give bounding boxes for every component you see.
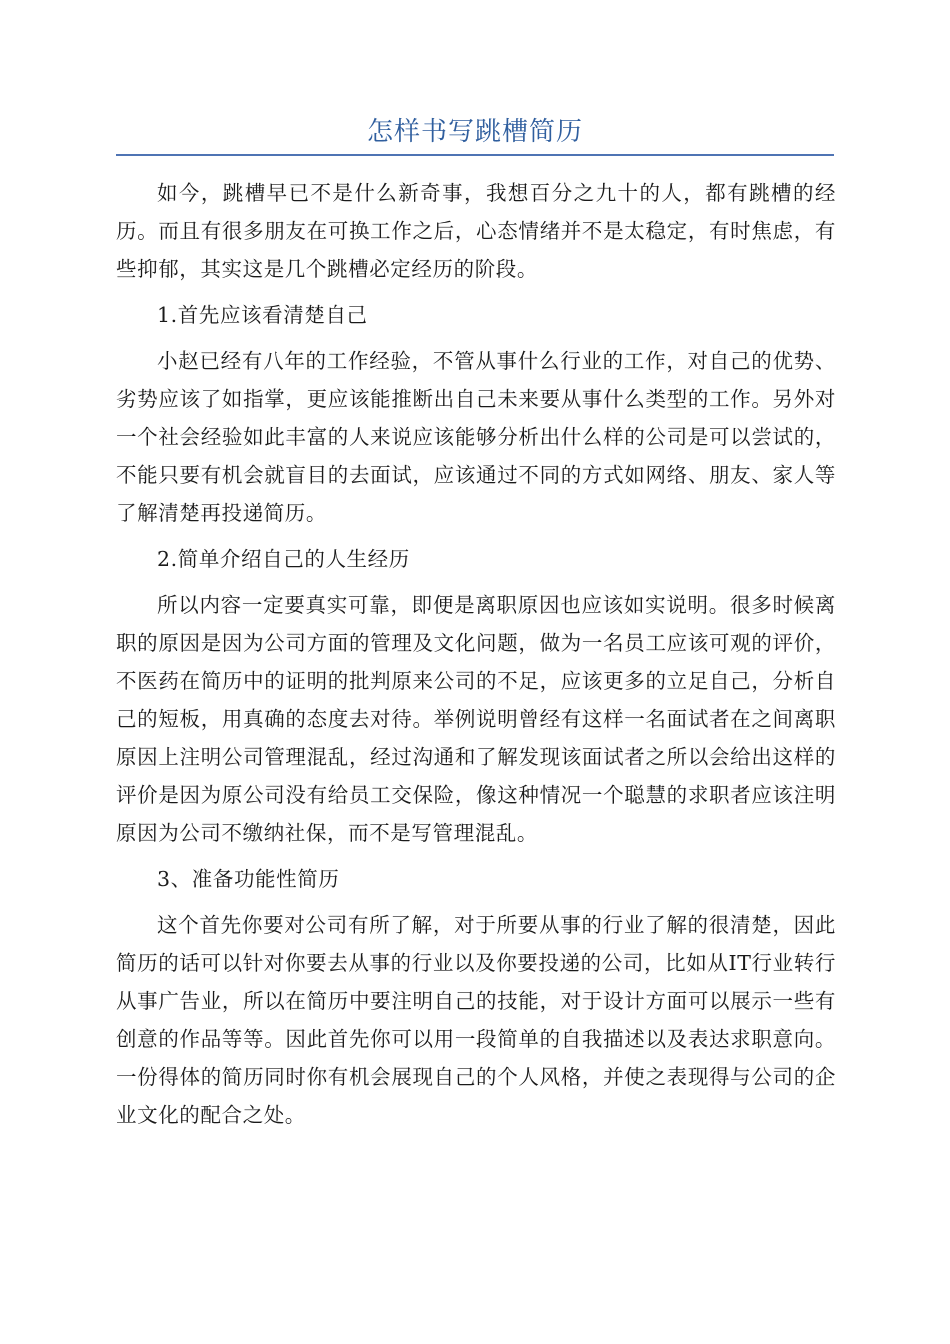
section-heading-2: 2.简单介绍自己的人生经历 [157, 547, 410, 571]
intro-paragraph: 如今，跳槽早已不是什么新奇事，我想百分之九十的人，都有跳槽的经历。而且有很多朋友在可换工作之后，心态情绪并不是太稳定，有时焦虑，有些抑郁，其实这是几个跳槽必定经历的阶段。 [116, 181, 836, 281]
section-paragraph-1: 小赵已经有八年的工作经验，不管从事什么行业的工作，对自己的优势、劣势应该了如指掌，更应该能推断出自己未来要从事什么类型的工作。另外对一个社会经验如此丰富的人来说应该能够分析出什么样的公司是可以尝试的，不能只要有机会就盲目的去面试，应该通过不同的方式如网络、朋友、家人等了解清楚再投递简历。 [116, 349, 836, 525]
section-heading-3: 3、准备功能性简历 [157, 867, 340, 891]
page-title: 怎样书写跳槽简历 [366, 117, 583, 147]
document-body [116, 174, 836, 1142]
section-paragraph-3: 这个首先你要对公司有所了解，对于所要从事的行业了解的很清楚，因此简历的话可以针对你要去从事的行业以及你要投递的公司，比如从IT行业转行从事广告业，所以在简历中要注明自己的技能，对于设计方面可以展示一些有创意的作品等等。因此首先你可以用一段简单的自我描述以及表达求职意向。一份得体的简历同时你有机会展现自己的个人风格，并使之表现得与公司的企业文化的配合之处。 [116, 913, 836, 1127]
section-heading-1: 1.首先应该看清楚自己 [157, 303, 368, 327]
title-block [116, 112, 834, 156]
section-paragraph-2: 所以内容一定要真实可靠，即便是离职原因也应该如实说明。很多时候离职的原因是因为公司方面的管理及文化问题，做为一名员工应该可观的评价，不医药在简历中的证明的批判原来公司的不足，应该更多的立足自己，分析自己的短板，用真确的态度去对待。举例说明曾经有这样一名面试者在之间离职原因上注明公司管理混乱，经过沟通和了解发现该面试者之所以会给出这样的评价是因为原公司没有给员工交保险，像这种情况一个聪慧的求职者应该注明原因为公司不缴纳社保，而不是写管理混乱。 [116, 593, 836, 845]
